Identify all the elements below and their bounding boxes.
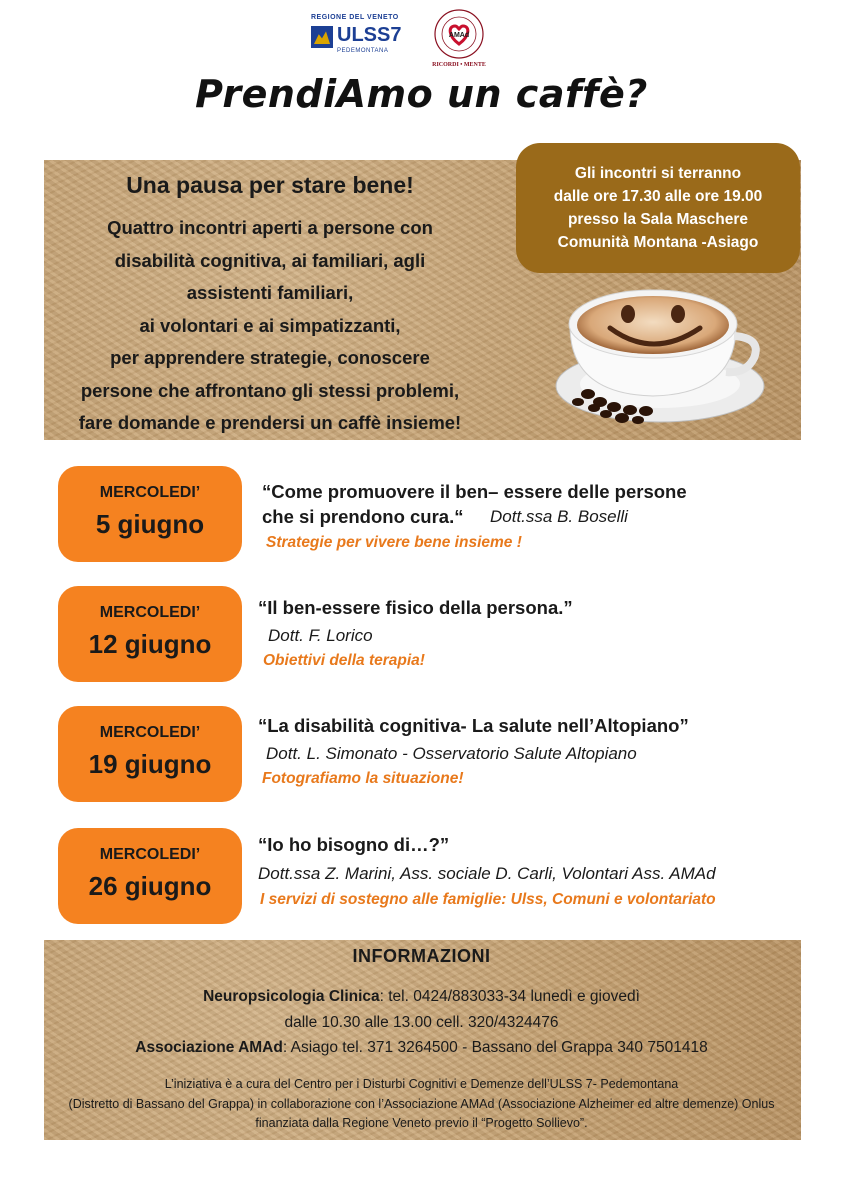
footer-note: (Distretto di Bassano del Grappa) in collaborazione con l’Associazione AMAd (Associazione Alzheimer ed altre demenze) Onlus xyxy=(68,1097,775,1111)
clinic-phone: : tel. 0424/883033-34 lunedì e giovedì xyxy=(379,988,640,1005)
event-date-badge xyxy=(58,586,242,682)
intro-line: fare domande e prendersi un caffè insieme! xyxy=(78,412,462,433)
ulss-top-text: REGIONE DEL VENETO xyxy=(311,14,399,21)
footer-note: L’iniziativa è a cura del Centro per i Disturbi Cognitivi e Demenze dell’ULSS 7- Pedemontana xyxy=(164,1077,679,1091)
event-date-badge xyxy=(58,828,242,924)
clinic-name: Neuropsicologia Clinica xyxy=(203,988,380,1005)
info-contact-clinic xyxy=(0,988,843,1006)
event-speaker: Dott. F. Lorico xyxy=(268,626,373,645)
ulss7-logo xyxy=(303,12,403,64)
event-subtitle: I servizi di sostegno alle famiglie: Ulss, Comuni e volontariato xyxy=(260,891,716,908)
event-weekday: MERCOLEDI’ xyxy=(99,724,201,741)
smiley-coffee-icon xyxy=(548,276,768,428)
intro-line: persone che affrontano gli stessi problemi, xyxy=(80,379,460,401)
event-title: “La disabilità cognitiva- La salute nell’Altopiano” xyxy=(258,715,689,736)
ulss-sub-text: PEDEMONTANA xyxy=(337,48,389,54)
event-speaker: Dott. L. Simonato - Osservatorio Salute Altopiano xyxy=(266,744,637,763)
event-weekday: MERCOLEDI’ xyxy=(99,484,201,501)
event-date-badge xyxy=(58,706,242,802)
intro-text xyxy=(44,212,496,440)
page-title: PrendiAmo un caffè? xyxy=(195,72,648,116)
event-title: “Come promuovere il ben– essere delle persone xyxy=(262,481,687,502)
event-weekday: MERCOLEDI’ xyxy=(99,604,201,621)
event-weekday: MERCOLEDI’ xyxy=(99,846,201,863)
event-subtitle: Strategie per vivere bene insieme ! xyxy=(266,534,522,551)
footer-note: finanziata dalla Regione Veneto previo il “Progetto Sollievo”. xyxy=(255,1116,588,1130)
amad-phones: : Asiago tel. 371 3264500 - Bassano del Grappa 340 7501418 xyxy=(282,1039,708,1056)
event-speaker: Dott.ssa Z. Marini, Ass. sociale D. Carli, Volontari Ass. AMAd xyxy=(258,864,716,883)
intro-line: ai volontari e ai simpatizzanti, xyxy=(139,314,401,336)
info-contact-amad xyxy=(0,1039,843,1057)
event-speaker: Dott.ssa B. Boselli xyxy=(490,507,628,526)
amad-seal-icon xyxy=(428,6,490,68)
intro-line: Quattro incontri aperti a persone con xyxy=(107,217,433,238)
intro-line: per apprendere strategie, conoscere xyxy=(110,347,430,368)
intro-line: assistenti familiari, xyxy=(186,282,354,303)
info-hours: dalle 10.30 alle 13.00 cell. 320/4324476 xyxy=(284,1014,559,1031)
event-title-continued: che si prendono cura.“ xyxy=(262,506,464,527)
event-date: 19 giugno xyxy=(88,749,212,779)
event-date: 12 giugno xyxy=(88,629,212,659)
mountain-icon xyxy=(311,26,333,48)
venue-box xyxy=(516,143,800,273)
venue-text: Gli incontri si terranno dalle ore 17.30 alle ore 19.00 presso la Sala Maschere Comunità Montana -Asiago xyxy=(553,165,763,251)
intro-line: disabilità cognitiva, ai familiari, agli xyxy=(114,249,426,271)
svg-text:RICORDI • MENTE: RICORDI • MENTE xyxy=(432,62,486,68)
event-title: “Il ben-essere fisico della persona.” xyxy=(258,597,573,618)
event-date: 5 giugno xyxy=(95,509,205,539)
event-date: 26 giugno xyxy=(88,871,212,901)
event-subtitle: Fotografiamo la situazione! xyxy=(262,770,464,787)
svg-text:AMAd: AMAd xyxy=(448,32,470,39)
event-date-badge xyxy=(58,466,242,562)
ulss-main-text: ULSS7 xyxy=(337,24,402,46)
amad-logo xyxy=(428,6,490,68)
event-subtitle: Obiettivi della terapia! xyxy=(263,652,425,669)
coffee-cup-image xyxy=(548,276,768,428)
amad-name: Associazione AMAd xyxy=(135,1039,283,1056)
info-heading: INFORMAZIONI xyxy=(352,946,491,966)
intro-heading: Una pausa per stare bene! xyxy=(126,172,414,198)
event-title: “Io ho bisogno di…?” xyxy=(258,834,450,855)
